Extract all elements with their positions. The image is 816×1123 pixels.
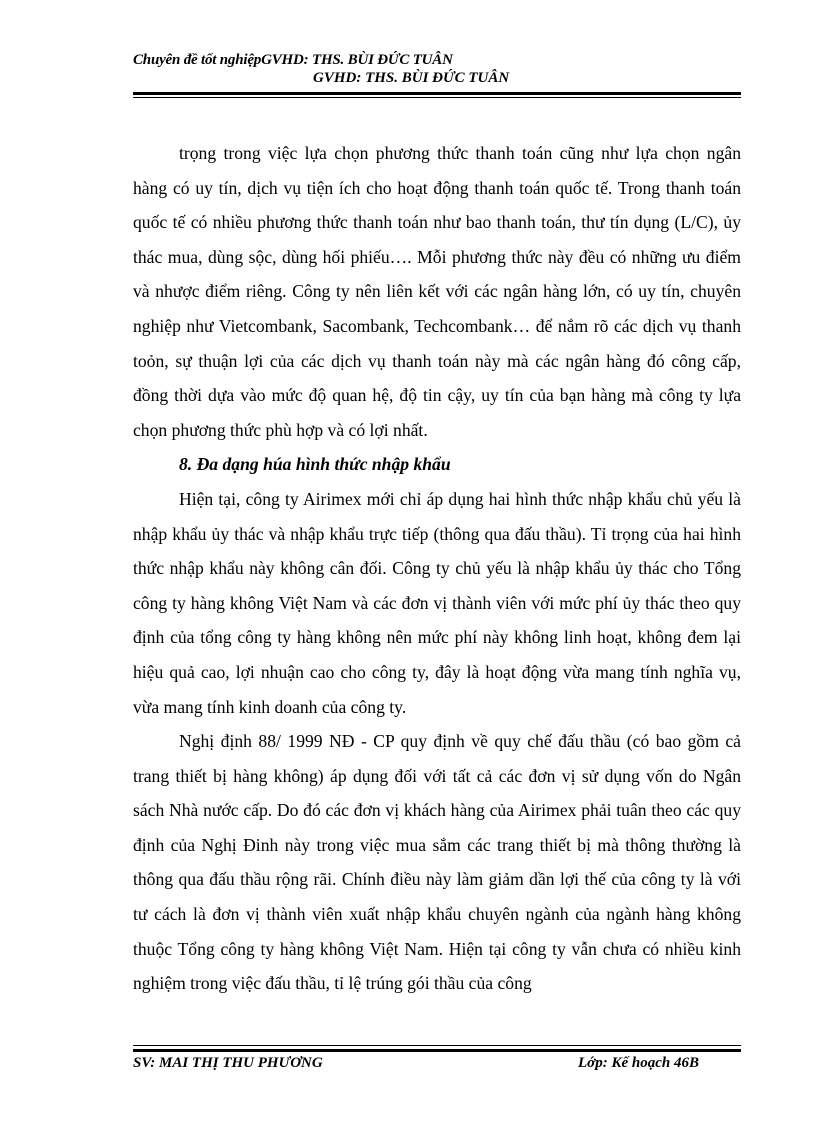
header-title-line2: GVHD: THS. BÙI ĐỨC TUÂN xyxy=(313,70,510,86)
section-heading-8: 8. Đa dạng húa hình thức nhập khẩu xyxy=(179,454,451,475)
footer-divider-thin xyxy=(133,1045,741,1046)
footer-class-name: Lớp: Kế hoạch 46B xyxy=(578,1055,699,1071)
header-divider-thick xyxy=(133,92,741,95)
paragraph-payment-methods: trọng trong việc lựa chọn phương thức thanh toán cũng như lựa chọn ngân hàng có uy tín, dịch vụ tiện ích cho hoạt động thanh toán quốc tế. Trong thanh toán quốc tế có nhiều phương thức thanh toán như bao thanh toán, thư tín dụng (L/C), ủy thác mua, dùng sộc, dùng hối phiếu…. Mỗi phương thức này đều có những ưu điểm và nhược điểm riêng. Công ty nên liên kết với các ngân hàng lớn, có uy tín, chuyên nghiệp như Vietcombank, Sacombank, Techcombank… để nắm rõ các dịch vụ thanh toỏn, sự thuận lợi của các dịch vụ thanh toán này mà các ngân hàng đó công cấp, đồng thời dựa vào mức độ quan hệ, độ tin cậy, uy tín của bạn hàng mà công ty lựa chọn phương thức phù hợp và có lợi nhất. xyxy=(133,143,741,440)
header-divider-thin xyxy=(133,97,741,98)
paragraph-import-forms: Hiện tại, công ty Airimex mới chỉ áp dụng hai hình thức nhập khẩu chủ yếu là nhập khẩu ủy thác và nhập khẩu trực tiếp (thông qua đấu thầu). Tỉ trọng của hai hình thức nhập khẩu này không cân đối. Công ty chủ yếu là nhập khẩu ủy thác cho Tổng công ty hàng không Việt Nam và các đơn vị thành viên với mức phí ủy thác theo quy định của tổng công ty hàng không nên mức phí này không linh hoạt, không đem lại hiệu quả cao, lợi nhuận cao cho công ty, đây là hoạt động vừa mang tính nghĩa vụ, vừa mang tính kinh doanh của công ty. xyxy=(133,488,741,717)
paragraph-bidding-decree: Nghị định 88/ 1999 NĐ - CP quy định về quy chế đấu thầu (có bao gồm cả trang thiết bị hàng không) áp dụng đối với tất cả các đơn vị sử dụng vốn do Ngân sách Nhà nước cấp. Do đó các đơn vị khách hàng của Airimex phải tuân theo các quy định của Nghị Đinh này trong việc mua sắm các trang thiết bị mà thông thường là thông qua đấu thầu rộng rãi. Chính điều này làm giảm dần lợi thế của công ty là với tư cách là đơn vị thành viên xuất nhập khẩu chuyên ngành của ngành hàng không thuộc Tổng công ty hàng không Việt Nam. Hiện tại công ty vẫn chưa có nhiều kinh nghiệm trong việc đấu thầu, tỉ lệ trúng gói thầu của công xyxy=(133,731,741,994)
footer-student-name: SV: MAI THỊ THU PHƯƠNG xyxy=(133,1055,323,1071)
footer-divider-thick xyxy=(133,1049,741,1052)
header-title-line1: Chuyên đề tốt nghiệpGVHD: THS. BÙI ĐỨC TUÂN xyxy=(133,52,453,68)
document-body xyxy=(133,136,741,1001)
page-header xyxy=(133,52,741,94)
